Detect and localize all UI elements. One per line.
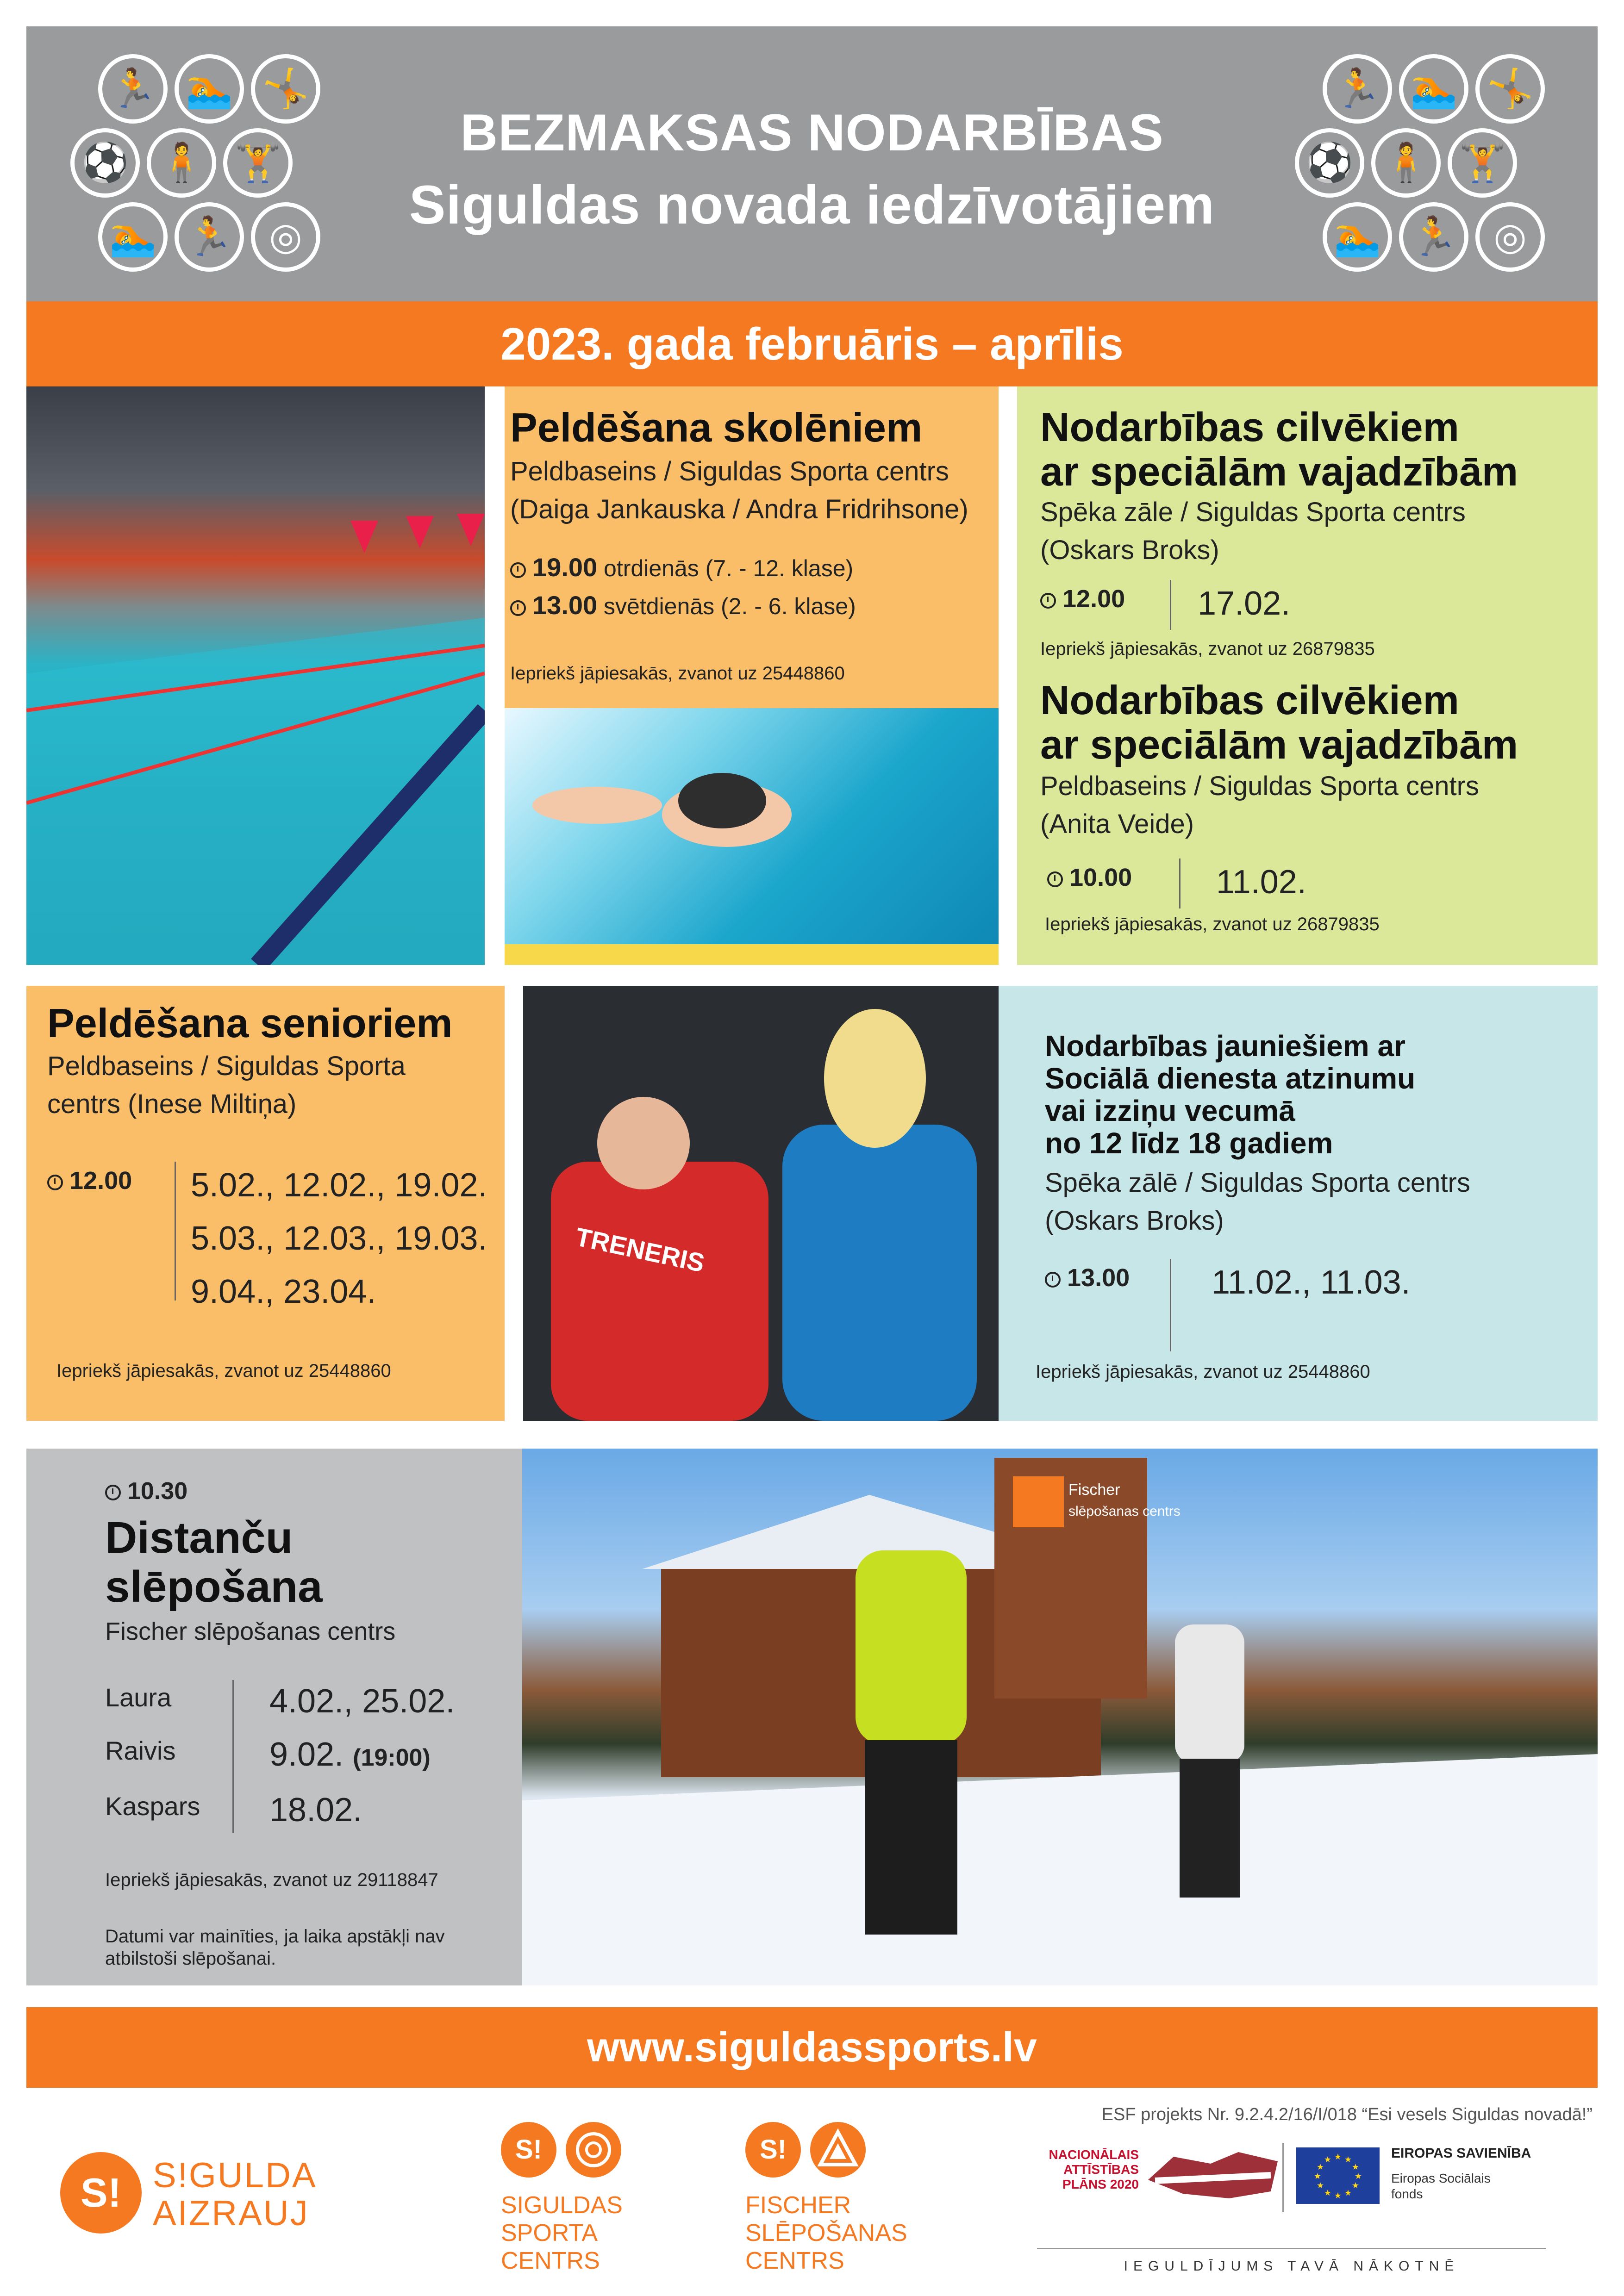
youth-time: 13.00 xyxy=(1067,1264,1130,1292)
clock-icon xyxy=(47,1175,63,1190)
sigulda-logo-line-2: AIZRAUJ xyxy=(153,2194,309,2233)
svg-text:★: ★ xyxy=(1351,2181,1360,2190)
svg-text:★: ★ xyxy=(1324,2188,1332,2198)
svg-text:★: ★ xyxy=(1344,2155,1352,2165)
esf-fund-line-2: fonds xyxy=(1391,2187,1423,2201)
special-gym-title xyxy=(1040,405,1518,494)
skiing-time-row xyxy=(105,1477,187,1505)
ski-centre-logo-mark: S! xyxy=(745,2122,801,2178)
special-pool-dates: 11.02. xyxy=(1216,864,1306,901)
footer-rule xyxy=(1037,2248,1546,2249)
sport-icons-left xyxy=(70,54,330,276)
skiing-instructor-3: Kaspars xyxy=(105,1792,200,1821)
ski-centre-logo-text xyxy=(745,2191,907,2275)
pool-photo xyxy=(26,386,485,965)
sports-centre-line-2: SPORTA xyxy=(501,2220,598,2246)
running-icon: 🏃 xyxy=(98,54,168,124)
eu-title: EIROPAS SAVIENĪBA xyxy=(1391,2146,1531,2161)
school-swimming-time-2-row xyxy=(510,590,856,620)
skiing-dates-2-extra: (19:00) xyxy=(353,1744,431,1771)
special-gym-note: Iepriekš jāpiesakās, zvanot uz 26879835 xyxy=(1040,639,1375,659)
nap-line-1: NACIONĀLAIS xyxy=(1049,2147,1139,2162)
senior-swimming-note: Iepriekš jāpiesakās, zvanot uz 25448860 xyxy=(56,1361,391,1381)
special-pool-time: 10.00 xyxy=(1069,864,1132,891)
svg-text:★: ★ xyxy=(1316,2181,1324,2190)
school-swimming-time-2-desc: svētdienās (2. - 6. klase) xyxy=(604,593,856,619)
sigulda-aizrauj-logo xyxy=(153,2157,317,2233)
skiing-dates-1: 4.02., 25.02. xyxy=(269,1683,455,1720)
senior-swimming-dates-1: 5.02., 12.02., 19.02. xyxy=(191,1167,487,1204)
special-gym-time: 12.00 xyxy=(1062,585,1125,613)
esf-project-text: ESF projekts Nr. 9.2.4.2/16/I/018 “Esi vesels Siguldas novadā!” xyxy=(1101,2105,1593,2124)
header-banner xyxy=(26,26,1598,301)
eu-flag-icon xyxy=(1296,2147,1380,2204)
weightlifting-icon: 🏋 xyxy=(223,128,293,198)
senior-swimming-title: Peldēšana senioriem xyxy=(47,1000,453,1046)
ball-sport-icon: ⚽ xyxy=(70,128,140,198)
website-link[interactable]: www.siguldassports.lv xyxy=(26,2007,1598,2088)
svg-text:★: ★ xyxy=(1344,2188,1352,2198)
special-pool-note: Iepriekš jāpiesakās, zvanot uz 26879835 xyxy=(1045,914,1380,934)
stretching-icon: 🤸 xyxy=(251,54,320,124)
nap-2020-logo-text xyxy=(1037,2147,1139,2192)
skiing-disclaimer-line-2: atbilstoši slēpošanai. xyxy=(105,1948,276,1969)
senior-swimming-dates-3: 9.04., 23.04. xyxy=(191,1273,376,1310)
school-swimming-location: Peldbaseins / Siguldas Sporta centrs xyxy=(510,456,949,486)
esf-fund-text xyxy=(1391,2171,1491,2202)
youth-dates: 11.02., 11.03. xyxy=(1212,1264,1411,1301)
track-icon: ◎ xyxy=(1475,202,1545,272)
senior-swimming-box xyxy=(26,986,505,1421)
clock-icon xyxy=(1040,593,1056,609)
svg-text:★: ★ xyxy=(1324,2155,1332,2165)
investment-slogan: IEGULDĪJUMS TAVĀ NĀKOTNĒ xyxy=(1124,2259,1460,2274)
special-pool-title-line-2: ar speciālām vajadzībām xyxy=(1040,722,1518,767)
special-gym-instructor: (Oskars Broks) xyxy=(1040,535,1219,565)
treadmill-icon: 🏃 xyxy=(1399,202,1468,272)
ski-centre-sign-1: Fischer xyxy=(1068,1481,1120,1499)
track-icon: ◎ xyxy=(251,202,320,272)
divider xyxy=(1170,1259,1171,1351)
school-swimming-time-2: 13.00 xyxy=(532,591,598,620)
school-swimming-time-1-row xyxy=(510,552,853,582)
skiing-title-line-2: slēpošana xyxy=(105,1562,323,1612)
youth-instructor: (Oskars Broks) xyxy=(1045,1206,1224,1236)
sports-centre-line-1: SIGULDAS xyxy=(501,2192,623,2219)
svg-text:★: ★ xyxy=(1313,2172,1322,2181)
special-gym-title-line-2: ar speciālām vajadzībām xyxy=(1040,448,1518,494)
latvia-map-icon xyxy=(1146,2147,1280,2203)
youth-title-line-3: vai izziņu vecumā xyxy=(1045,1094,1295,1127)
svg-text:★: ★ xyxy=(1351,2162,1360,2172)
ski-centre-line-3: CENTRS xyxy=(745,2247,844,2274)
sigulda-logo-mark: S! xyxy=(60,2152,142,2234)
divider xyxy=(232,1680,234,1833)
stretching-icon: 🤸 xyxy=(1475,54,1545,124)
skiing-title xyxy=(105,1513,323,1612)
special-needs-box xyxy=(1017,386,1598,965)
skiing-dates-2: 9.02. xyxy=(269,1736,344,1773)
special-pool-title-line-1: Nodarbības cilvēkiem xyxy=(1040,677,1459,723)
special-gym-location: Spēka zāle / Siguldas Sporta centrs xyxy=(1040,497,1466,527)
youth-title-line-2: Sociālā dienesta atzinumu xyxy=(1045,1062,1416,1095)
divider xyxy=(1179,859,1181,908)
skiing-instructor-1: Laura xyxy=(105,1683,172,1712)
special-pool-title xyxy=(1040,678,1518,767)
water-aerobics-icon: 🧍 xyxy=(1371,128,1441,198)
youth-note: Iepriekš jāpiesakās, zvanot uz 25448860 xyxy=(1036,1362,1370,1382)
swimmer-rescue-icon: 🏊 xyxy=(1399,54,1468,124)
treneris-shirt-text: TRENERIS xyxy=(573,1222,707,1278)
senior-swimming-time: 12.00 xyxy=(69,1167,132,1195)
ski-centre-line-2: SLĒPOŠANAS xyxy=(745,2220,907,2246)
skiing-box xyxy=(26,1449,522,1985)
divider xyxy=(1170,580,1171,630)
divider xyxy=(1282,2143,1284,2212)
youth-location: Spēka zālē / Siguldas Sporta centrs xyxy=(1045,1168,1470,1198)
school-swimming-title: Peldēšana skolēniem xyxy=(510,404,923,450)
swimming-icon: 🏊 xyxy=(1323,202,1392,272)
esf-fund-line-1: Eiropas Sociālais xyxy=(1391,2171,1491,2185)
title-line-2: Siguldas novada iedzīvotājiem xyxy=(409,174,1215,236)
special-pool-time-row xyxy=(1047,863,1132,892)
special-gym-dates: 17.02. xyxy=(1198,585,1291,622)
school-swimming-box xyxy=(505,386,999,708)
skiing-photo xyxy=(522,1449,1598,1985)
clock-icon xyxy=(510,600,526,616)
sports-centre-logo-mark: S! xyxy=(501,2122,556,2178)
divider xyxy=(175,1162,176,1300)
youth-box xyxy=(999,986,1598,1421)
special-gym-time-row xyxy=(1040,585,1125,613)
treadmill-icon: 🏃 xyxy=(175,202,244,272)
senior-swimming-location-1: Peldbaseins / Siguldas Sporta xyxy=(47,1051,406,1081)
youth-title-line-4: no 12 līdz 18 gadiem xyxy=(1045,1126,1333,1160)
svg-text:★: ★ xyxy=(1354,2172,1362,2181)
skiing-note: Iepriekš jāpiesakās, zvanot uz 29118847 xyxy=(105,1870,438,1890)
school-swimming-time-1-desc: otrdienās (7. - 12. klase) xyxy=(604,555,854,581)
clock-icon xyxy=(105,1485,121,1500)
senior-swimming-time-row xyxy=(47,1166,132,1195)
svg-text:★: ★ xyxy=(1334,2191,1342,2201)
special-gym-title-line-1: Nodarbības cilvēkiem xyxy=(1040,404,1459,450)
running-icon: 🏃 xyxy=(1323,54,1392,124)
skiing-disclaimer xyxy=(105,1925,445,1970)
water-aerobics-icon: 🧍 xyxy=(147,128,216,198)
skiing-dates-3: 18.02. xyxy=(269,1792,362,1829)
skiing-time: 10.30 xyxy=(127,1478,188,1505)
clock-icon xyxy=(510,562,526,578)
gym-photo xyxy=(523,986,999,1421)
sports-centre-target-icon xyxy=(566,2122,621,2178)
school-swimming-time-1: 19.00 xyxy=(532,553,598,582)
school-swimming-note: Iepriekš jāpiesakās, zvanot uz 25448860 xyxy=(510,663,845,684)
svg-text:★: ★ xyxy=(1334,2152,1342,2162)
senior-swimming-location-2: centrs (Inese Miltiņa) xyxy=(47,1089,297,1119)
special-pool-location: Peldbaseins / Siguldas Sporta centrs xyxy=(1040,771,1479,801)
ski-centre-sign-2: slēpošanas centrs xyxy=(1068,1504,1181,1519)
sigulda-logo-line-1: S!GULDA xyxy=(153,2156,317,2195)
youth-title xyxy=(1045,1030,1415,1159)
swimming-icon: 🏊 xyxy=(98,202,168,272)
skiing-title-line-1: Distanču xyxy=(105,1513,293,1562)
sports-centre-line-3: CENTRS xyxy=(501,2247,600,2274)
skiing-dates-2-row xyxy=(269,1736,431,1773)
sports-centre-logo-text xyxy=(501,2191,623,2275)
youth-title-line-1: Nodarbības jauniešiem ar xyxy=(1045,1029,1405,1063)
school-swimming-instructors: (Daiga Jankauska / Andra Fridrihsone) xyxy=(510,494,968,524)
weightlifting-icon: 🏋 xyxy=(1448,128,1517,198)
sport-icons-right xyxy=(1295,54,1554,276)
skiing-instructor-2: Raivis xyxy=(105,1736,176,1765)
swimmer-photo xyxy=(505,708,999,965)
senior-swimming-dates-2: 5.03., 12.03., 19.03. xyxy=(191,1220,487,1257)
youth-time-row xyxy=(1045,1263,1130,1292)
skiing-disclaimer-line-1: Datumi var mainīties, ja laika apstākļi nav xyxy=(105,1926,445,1947)
nap-line-2: ATTĪSTĪBAS xyxy=(1063,2162,1139,2177)
title-line-1: BEZMAKSAS NODARBĪBAS xyxy=(460,104,1164,162)
ski-centre-line-1: FISCHER xyxy=(745,2192,851,2219)
ski-centre-triangle-icon xyxy=(810,2122,866,2178)
period-band: 2023. gada februāris – aprīlis xyxy=(26,301,1598,386)
swimmer-rescue-icon: 🏊 xyxy=(175,54,244,124)
nap-line-3: PLĀNS 2020 xyxy=(1062,2177,1139,2191)
clock-icon xyxy=(1047,871,1063,887)
special-pool-instructor: (Anita Veide) xyxy=(1040,809,1194,839)
skiing-location: Fischer slēpošanas centrs xyxy=(105,1618,396,1645)
clock-icon xyxy=(1045,1272,1061,1288)
ball-sport-icon: ⚽ xyxy=(1295,128,1364,198)
svg-text:★: ★ xyxy=(1316,2162,1324,2172)
